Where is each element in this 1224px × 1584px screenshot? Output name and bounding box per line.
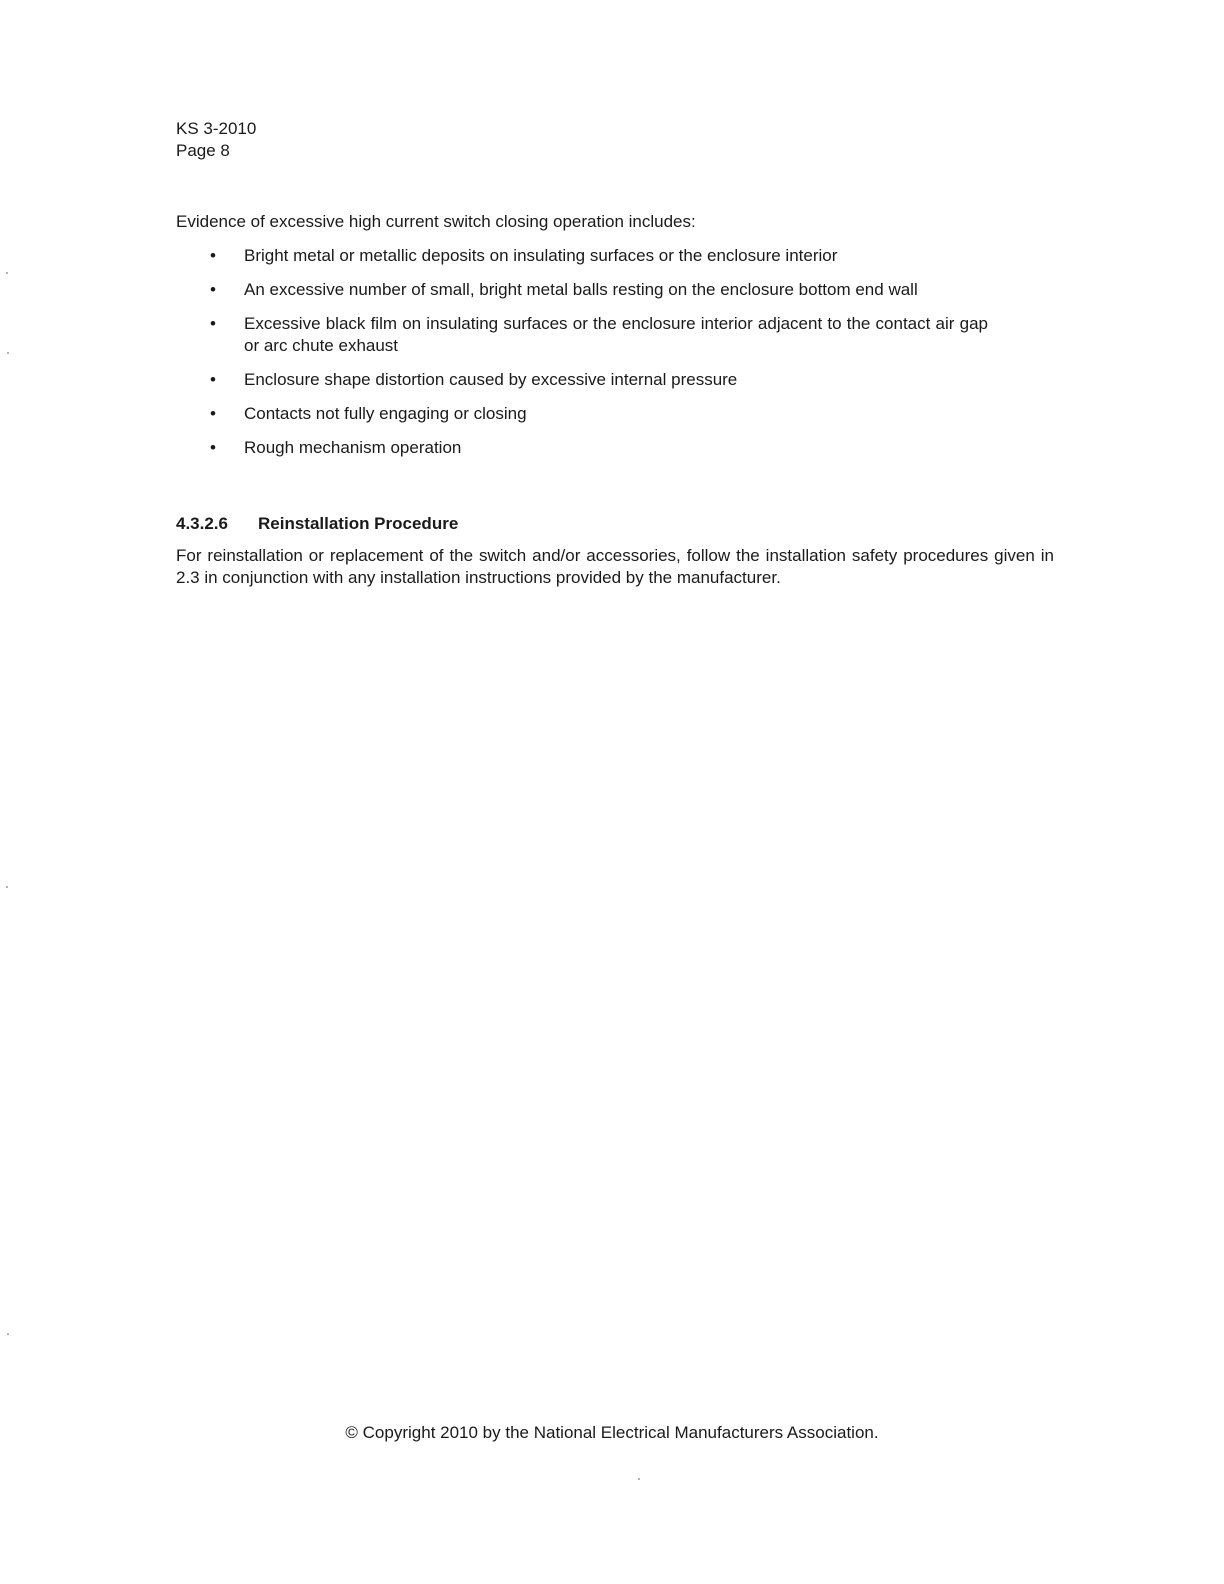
bullet-icon: • xyxy=(210,438,216,457)
page-number: Page 8 xyxy=(176,141,230,160)
section-body: For reinstallation or replacement of the switch and/or accessories, follow the installation safety procedures given in 2.3 in conjunction with any installation instructions provided by the manufacturer. xyxy=(176,546,1054,587)
list-item: • Bright metal or metallic deposits on insulating surfaces or the enclosure interior xyxy=(210,246,838,265)
intro-paragraph: Evidence of excessive high current switch closing operation includes: xyxy=(176,212,696,231)
bullet-icon: • xyxy=(210,280,216,299)
copyright-footer xyxy=(0,1422,1224,1444)
scan-speck xyxy=(7,1333,9,1335)
page-header xyxy=(176,118,256,162)
bullet-icon: • xyxy=(210,370,216,389)
scan-speck xyxy=(7,352,9,354)
bullet-icon: • xyxy=(210,314,216,333)
copyright-text: © Copyright 2010 by the National Electrical Manufacturers Association. xyxy=(345,1423,879,1442)
bullet-icon: • xyxy=(210,404,216,423)
list-item: • Contacts not fully engaging or closing xyxy=(210,404,527,423)
section-title: Reinstallation Procedure xyxy=(258,514,459,533)
document-id: KS 3-2010 xyxy=(176,119,257,138)
section-heading xyxy=(176,513,458,535)
scan-speck xyxy=(638,1478,640,1480)
list-item: • Enclosure shape distortion caused by excessive internal pressure xyxy=(210,370,738,389)
scan-speck xyxy=(6,272,8,274)
bullet-icon: • xyxy=(210,246,216,265)
scan-speck xyxy=(6,886,8,888)
list-item: • Rough mechanism operation xyxy=(210,438,462,457)
section-number: 4.3.2.6 xyxy=(176,514,228,533)
list-item: • Excessive black film on insulating surfaces or the enclosure interior adjacent to the contact air gap or arc chute exhaust xyxy=(210,314,988,355)
evidence-list xyxy=(176,245,988,471)
list-item: • An excessive number of small, bright metal balls resting on the enclosure bottom end wall xyxy=(210,280,918,299)
